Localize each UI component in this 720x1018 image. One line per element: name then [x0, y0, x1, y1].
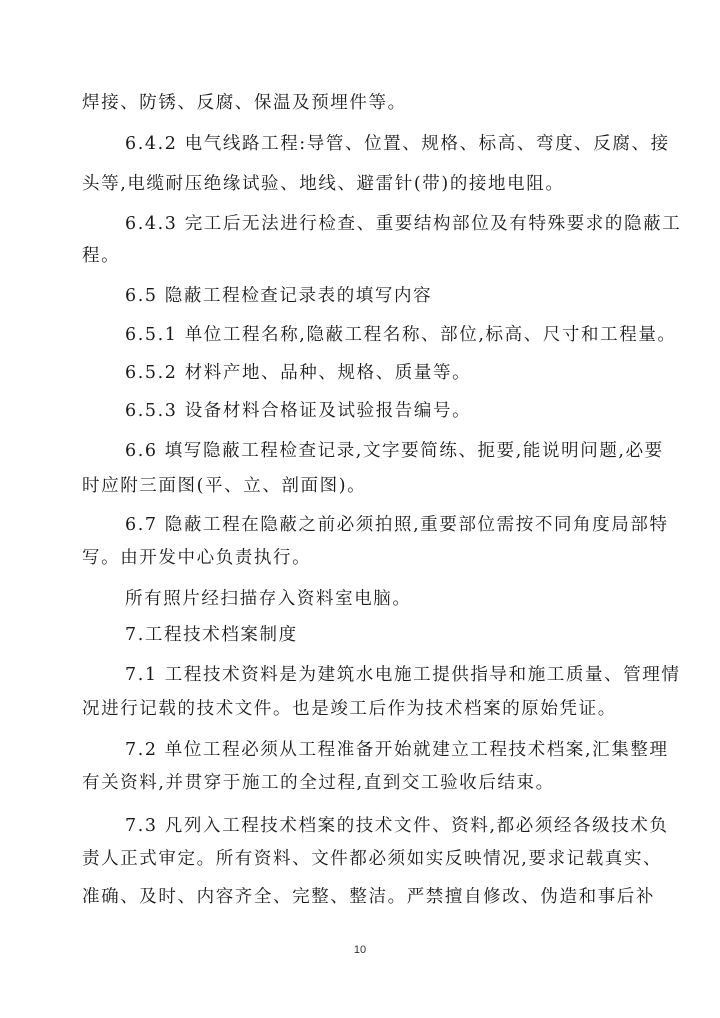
- text-line: 6.5.2 材料产地、品种、规格、质量等。: [125, 363, 472, 383]
- text-line: 责人正式审定。所有资料、文件都必须如实反映情况,要求记载真实、: [82, 849, 663, 869]
- text-line: 6.5.3 设备材料合格证及试验报告编号。: [125, 401, 472, 421]
- text-line: 写。由开发中心负责执行。: [82, 548, 312, 568]
- text-line: 焊接、防锈、反腐、保温及预埋件等。: [82, 93, 407, 113]
- text-line: 7.1 工程技术资料是为建筑水电施工提供指导和施工质量、管理情: [125, 665, 681, 685]
- text-line: 6.4.3 完工后无法进行检查、重要结构部位及有特殊要求的隐蔽工: [125, 214, 682, 234]
- text-line: 时应附三面图(平、立、剖面图)。: [82, 476, 367, 496]
- text-line: 所有照片经扫描存入资料室电脑。: [125, 589, 412, 609]
- text-line: 7.3 凡列入工程技术档案的技术文件、资料,都必须经各级技术负: [125, 816, 669, 836]
- text-line: 准确、及时、内容齐全、完整、整洁。严禁擅自修改、伪造和事后补: [82, 887, 655, 907]
- text-line: 7.2 单位工程必须从工程准备开始就建立工程技术档案,汇集整理: [125, 740, 669, 760]
- text-line: 有关资料,并贯穿于施工的全过程,直到交工验收后结束。: [82, 773, 555, 793]
- text-line: 6.5.1 单位工程名称,隐蔽工程名称、部位,标高、尺寸和工程量。: [125, 325, 677, 345]
- text-line: 头等,电缆耐压绝缘试验、地线、避雷针(带)的接地电阻。: [82, 174, 565, 194]
- text-line: 6.5 隐蔽工程检查记录表的填写内容: [125, 286, 433, 306]
- page-number: 10: [353, 944, 367, 956]
- text-line: 7.工程技术档案制度: [125, 625, 298, 645]
- text-line: 程。: [82, 246, 121, 266]
- text-line: 况进行记载的技术文件。也是竣工后作为技术档案的原始凭证。: [82, 699, 617, 719]
- text-line: 6.7 隐蔽工程在隐蔽之前必须拍照,重要部位需按不同角度局部特: [125, 515, 669, 535]
- text-line: 6.6 填写隐蔽工程检查记录,文字要简练、扼要,能说明问题,必要: [125, 441, 664, 461]
- text-line: 6.4.2 电气线路工程:导管、位置、规格、标高、弯度、反腐、接: [125, 134, 670, 154]
